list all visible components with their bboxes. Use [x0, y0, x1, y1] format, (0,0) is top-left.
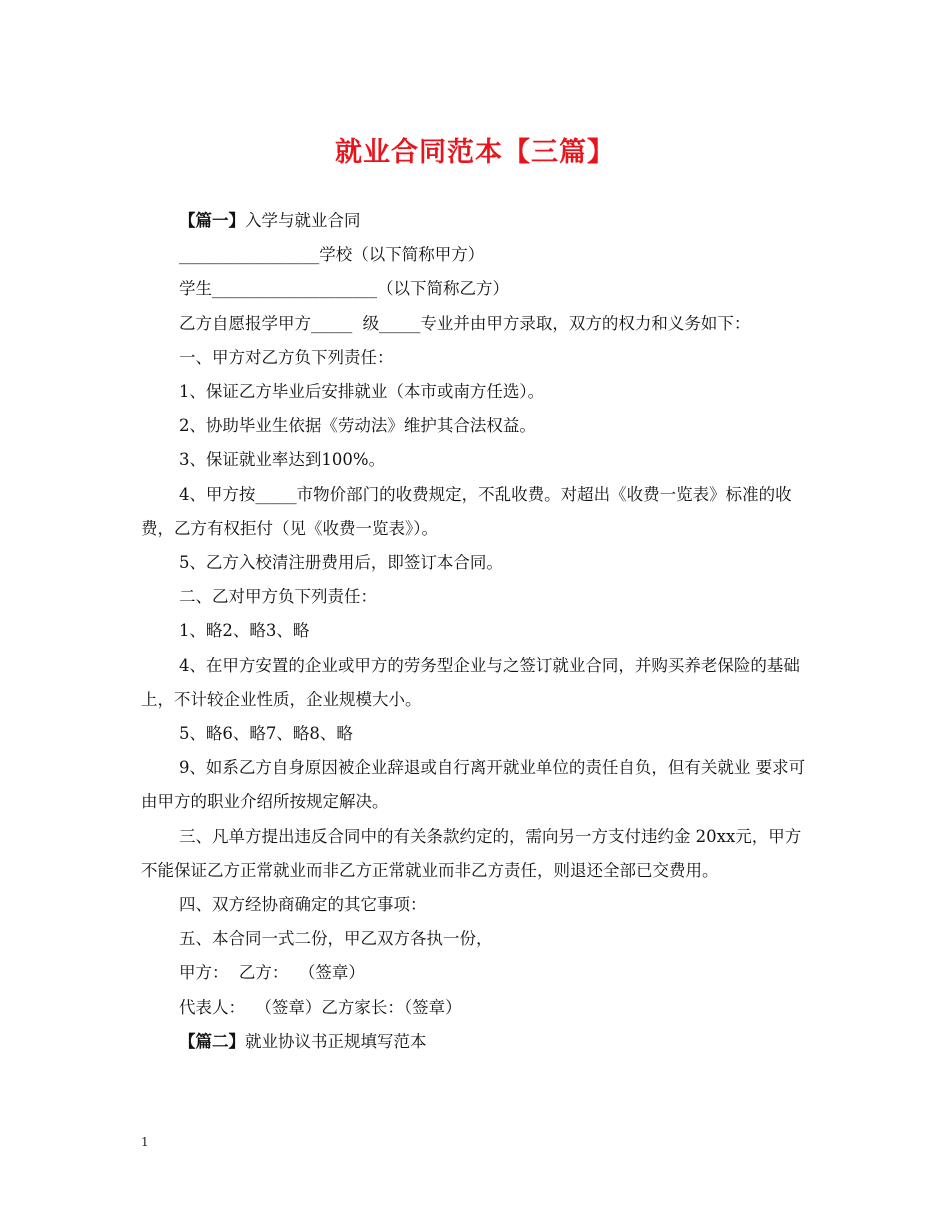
document-title: 就业合同范本【三篇】	[335, 137, 615, 168]
paragraph-16: 三、凡单方提出违反合同中的有关条款约定的，需向另一方支付违约金 20xx元，甲方不能保证乙方正常就业而非乙方正常就业而非乙方责任，则退还全部已交费用。	[141, 826, 802, 880]
section-heading: 【篇二】	[178, 1031, 245, 1051]
paragraph-13: 4、在甲方安置的企业或甲方的劳务型企业与之签订就业合同，并购买养老保险的基础上，不计较企业性质，企业规模大小。	[141, 655, 800, 709]
paragraph-6: 1、保证乙方毕业后安排就业（本市或南方任选）。	[178, 382, 545, 402]
paragraph-1: 【篇一】入学与就业合同	[178, 211, 361, 230]
document-body	[141, 204, 813, 1059]
paragraph-7: 2、协助毕业生依据《劳动法》维护其合法权益。	[178, 416, 536, 436]
page-number: 1	[141, 1135, 149, 1149]
paragraph-15: 9、如系乙方自身原因被企业辞退或自行离开就业单位的责任自负，但有关就业 要求可由甲方的职业介绍所按规定解决。	[141, 758, 806, 812]
paragraph-19: 甲方： 乙方： （签章）	[178, 963, 365, 983]
paragraph-5: 一、甲方对乙方负下列责任：	[178, 347, 394, 367]
paragraph-11: 二、乙对甲方负下列责任：	[178, 587, 377, 607]
paragraph-17: 四、双方经协商确定的其它事项：	[178, 895, 427, 915]
paragraph-4: 乙方自愿报学甲方_____ 级_____专业并由甲方录取，双方的权力和义务如下：	[178, 313, 751, 333]
section-heading: 【篇一】	[178, 211, 245, 230]
paragraph-12: 1、略2、略3、略	[178, 621, 310, 641]
paragraph-2: _________________学校（以下简称甲方）	[178, 245, 485, 265]
paragraph-20: 代表人： （签章）乙方家长：（签章）	[178, 997, 462, 1017]
paragraph-14: 5、略6、略7、略8、略	[178, 724, 353, 744]
paragraph-9: 4、甲方按_____市物价部门的收费规定，不乱收费。对超出《收费一览表》标准的收费，乙方有权拒付（见《收费一览表》）。	[141, 484, 792, 538]
paragraph-10: 5、乙方入校清注册费用后，即签订本合同。	[178, 553, 503, 573]
paragraph-18: 五、本合同一式二份，甲乙双方各执一份，	[178, 929, 493, 949]
paragraph-3: 学生____________________（以下简称乙方）	[178, 279, 509, 299]
paragraph-21: 【篇二】就业协议书正规填写范本	[178, 1031, 427, 1051]
paragraph-8: 3、保证就业率达到100%。	[178, 450, 386, 470]
